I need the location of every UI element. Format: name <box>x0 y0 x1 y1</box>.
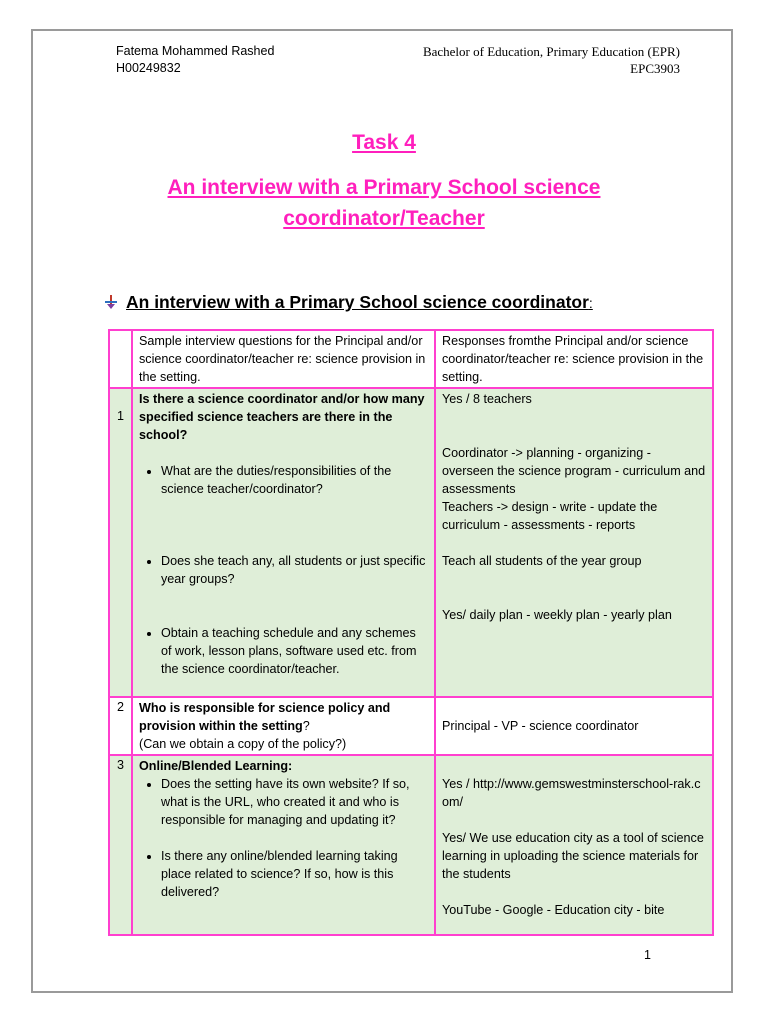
header-right <box>423 43 680 77</box>
spacer <box>442 757 706 775</box>
header-responses-cell: Responses fromthe Principal and/or science coordinator/teacher re: science provision in the setting. <box>435 330 713 388</box>
response-text: Teach all students of the year group <box>442 554 642 568</box>
page-number: 1 <box>644 948 651 962</box>
spacer <box>139 444 428 462</box>
spacer <box>442 408 706 426</box>
question-bullet: • Obtain a teaching schedule and any schemes of work, lesson plans, software used etc. from the science coordinator/teacher. <box>161 624 428 678</box>
spacer <box>442 534 706 552</box>
question-sub: (Can we obtain a copy of the policy?) <box>139 737 347 751</box>
task-title <box>0 172 768 234</box>
response-text: Yes/ daily plan - weekly plan - yearly plan <box>442 608 672 622</box>
question-main-wrap <box>139 699 428 735</box>
question-cell <box>132 755 435 935</box>
question-main: Who is responsible for science policy and provision within the setting <box>139 701 391 733</box>
question-bullet: • What are the duties/responsibilities of the science teacher/coordinator? <box>161 462 428 498</box>
program-name: Bachelor of Education, Primary Education (EPR) <box>422 44 680 59</box>
row-number: 3 <box>109 755 132 935</box>
response-text: Yes / 8 teachers <box>442 392 532 406</box>
row-number <box>109 388 132 697</box>
spacer <box>442 588 706 606</box>
response-text: Yes/ We use education city as a tool of science learning in uploading the science materials for the students <box>442 831 704 881</box>
course-code: EPC3903 <box>630 61 680 76</box>
response-text: Teachers -> design - write - update the curriculum - assessments - reports <box>442 500 658 532</box>
row-number-text: 1 <box>116 409 124 423</box>
header-left <box>116 43 274 77</box>
section-heading-text: An interview with a Primary School science coordinator <box>126 292 589 312</box>
question-cell <box>132 388 435 697</box>
header-num-cell <box>109 330 132 388</box>
response-text: Principal - VP - science coordinator <box>442 719 639 733</box>
question-bullet: • Does she teach any, all students or just specific year groups? <box>161 552 428 588</box>
question-main: Is there a science coordinator and/or how many specified science teachers are there in the school? <box>139 392 425 442</box>
student-id: H00249832 <box>116 61 181 75</box>
interview-table <box>108 329 714 936</box>
question-bullets <box>139 462 428 678</box>
section-heading-colon: : <box>588 295 593 311</box>
table-row <box>109 697 713 755</box>
task-number: Task 4 <box>352 131 416 154</box>
question-bullets <box>139 775 428 901</box>
section-heading <box>104 292 593 313</box>
response-text: Yes / http://www.gemswestminsterschool-rak.com/ <box>442 777 701 809</box>
spacer <box>442 811 706 829</box>
question-cell <box>132 697 435 755</box>
row-number: 2 <box>109 697 132 755</box>
response-cell <box>435 388 713 697</box>
question-main: Online/Blended Learning: <box>139 759 293 773</box>
response-text: Coordinator -> planning - organizing - overseen the science program - curriculum and assessments <box>442 446 706 496</box>
response-cell <box>435 755 713 935</box>
response-text: YouTube - Google - Education city - bite <box>442 903 665 917</box>
spacer <box>442 426 706 444</box>
author-name: Fatema Mohammed Rashed <box>116 44 275 58</box>
question-mark: ? <box>302 719 310 733</box>
header-questions-cell: Sample interview questions for the Principal and/or science coordinator/teacher re: science provision in the setting. <box>132 330 435 388</box>
table-row <box>109 755 713 935</box>
question-bullet: • Is there any online/blended learning taking place related to science? If so, how is this delivered? <box>161 847 428 901</box>
task-title-line1: An interview with a Primary School science <box>167 176 601 199</box>
question-bullet: • Does the setting have its own website? If so, what is the URL, who created it and who is responsible for managing and updating it? <box>161 775 428 829</box>
spacer <box>442 883 706 901</box>
table-header-row <box>109 330 713 388</box>
spacer <box>442 570 706 588</box>
task-title-line2: coordinator/Teacher <box>283 207 485 230</box>
response-cell <box>435 697 713 755</box>
arrow-bullet-icon <box>104 293 118 307</box>
table-row <box>109 388 713 697</box>
